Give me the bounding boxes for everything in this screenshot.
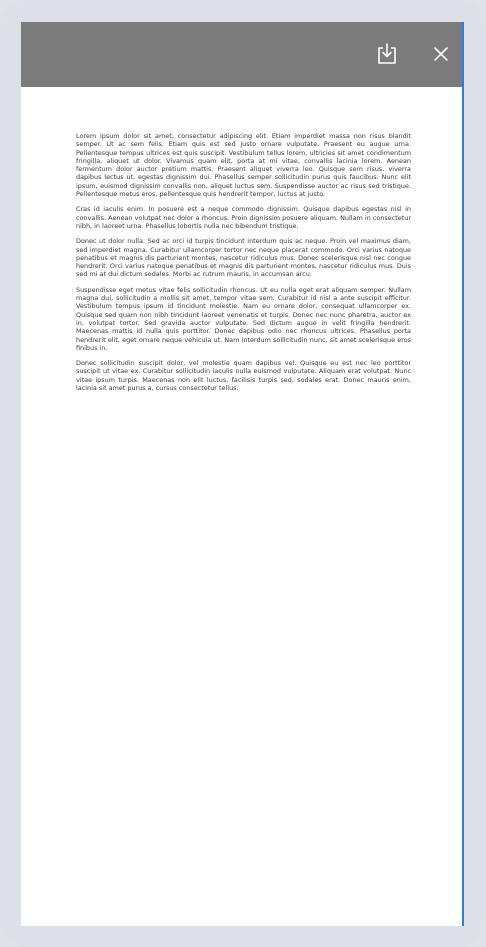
document-paragraph: Cras id iaculis enim. In posuere est a neque commodo dignissim. Quisque dapibus egestas nisl in convallis. Aenean volutpat nec dolor a rhoncus. Proin dignissim posuere aliquam. Nullam in consectetur nibh, in laoreet urna. Phasellus lobortis nulla nec bibendum tristique.: [76, 205, 411, 230]
scroll-edge-indicator: [462, 22, 464, 926]
close-icon: [433, 46, 449, 62]
close-button[interactable]: [425, 38, 457, 70]
document-paragraph: Suspendisse eget metus vitae felis sollicitudin rhoncus. Ut eu nulla eget erat aliquam semper. Nullam magna dui, sollicitudin a mollis sit amet, tempor vitae sem. Curabitur id nisl a ante suscipit efficitur. Vestibulum tempus ipsum id tincidunt molestie. Nam eu ornare dolor, consequat ullamcorper ex. Quisque sed quam non nibh tincidunt laoreet venenatis et turpis. Donec nec nunc pharetra, auctor ex in, volutpat tortor. Sed gravida auctor vulputate. Sed dictum augue in velit fringilla hendrerit. Maecenas mattis id nulla quis porttitor. Donec dapibus odio nec rhoncus ultrices. Phasellus porta hendrerit elit, eget ornare neque vehicula ut. Nam interdum sollicitudin nunc, sit amet scelerisque eros finibus in.: [76, 285, 411, 352]
document-paragraph: Lorem ipsum dolor sit amet, consectetur adipiscing elit. Etiam imperdiet massa non risus blandit semper. Ut ac sem felis. Etiam quis est sed justo ornare vulputate. Praesent eu augue urna. Pellentesque tempus ultrices est quis suscipit. Vestibulum tellus lorem, ultricies sit amet condimentum fringilla, aliquet ut dolor. Vivamus quam elit, porta at mi vitae, convallis lacinia lorem. Aenean fermentum dolor auctor pretium mattis. Praesent aliquet viverra leo. Quisque sem risus, viverra dapibus lectus ut, egestas dignissim dui. Phasellus semper sollicitudin purus quis faucibus. Nunc elit ipsum, euismod dignissim convallis non, aliquet luctus sem. Suspendisse auctor ac risus sed tristique. Pellentesque metus eros, pellentesque quis hendrerit tempor, luctus at justo.: [76, 132, 411, 199]
document-paragraph: Donec ut dolor nulla. Sed ac orci id turpis tincidunt interdum quis ac neque. Proin vel maximus diam, sed imperdiet magna. Curabitur ullamcorper tortor nec neque placerat commodo. Orci varius natoque penatibus et magnis dis parturient montes, nascetur ridiculus mus. Donec scelerisque nisl nec congue hendrerit. Orci varius natoque penatibus et magnis dis parturient montes, nascetur ridiculus mus. Duis sed mi at dui dictum sodales. Morbi ac rutrum mauris, in accumsan arcu.: [76, 237, 411, 279]
document-page: [76, 132, 411, 399]
download-icon: [377, 43, 397, 65]
document-viewer: [21, 22, 462, 926]
download-button[interactable]: [371, 38, 403, 70]
document-paragraph: Donec sollicitudin suscipit dolor, vel molestie quam dapibus vel. Quisque eu est nec leo porttitor suscipit ut vitae ex. Curabitur sollicitudin iaculis nulla euismod vulputate. Aliquam erat volutpat. Nunc vitae ipsum turpis. Maecenas non elit luctus, facilisis turpis sed, sodales erat. Donec mauris enim, lacinia sit amet purus a, cursus consectetur tellus.: [76, 359, 411, 393]
viewer-toolbar: [21, 22, 462, 87]
